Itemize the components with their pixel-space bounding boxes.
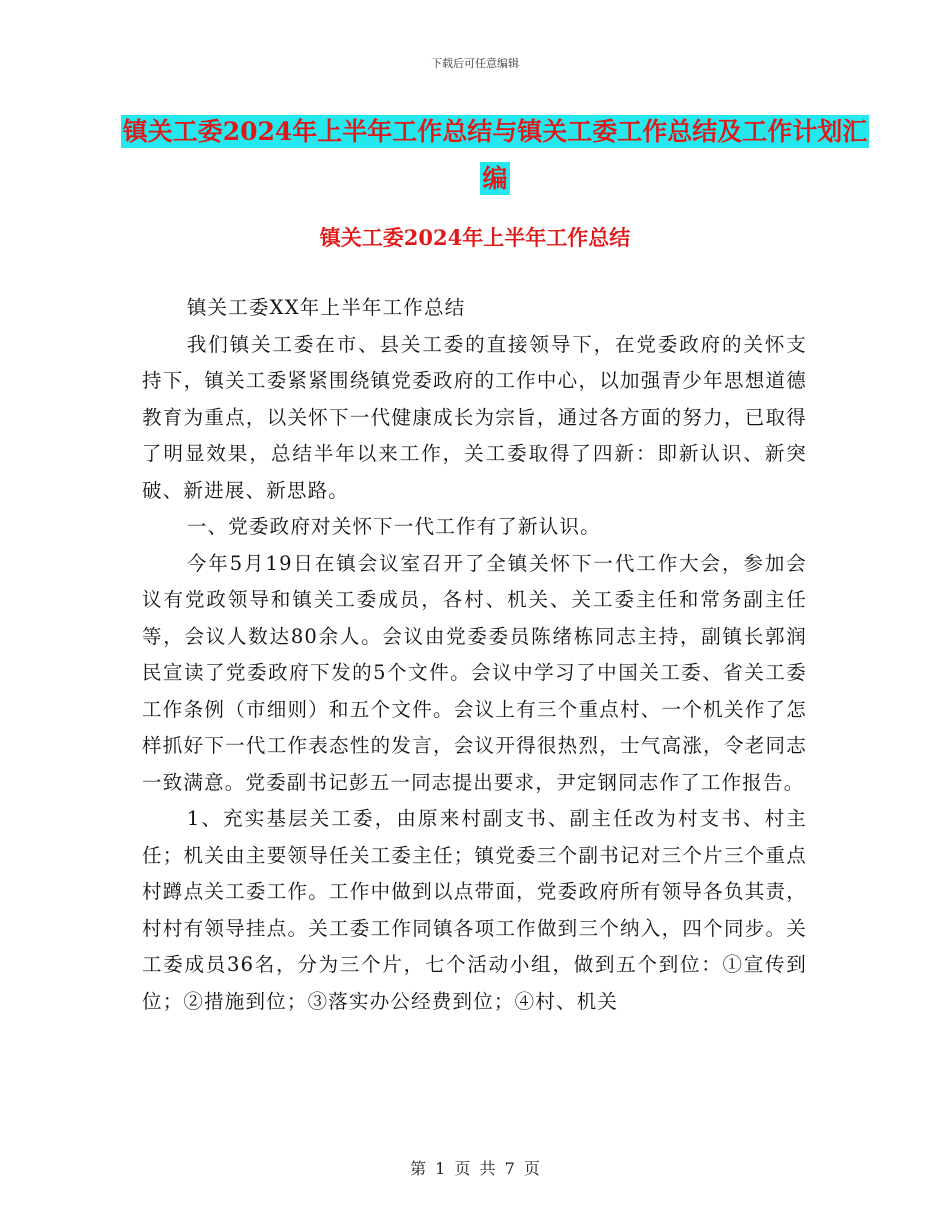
paragraph: 1、充实基层关工委，由原来村副支书、副主任改为村支书、村主任；机关由主要领导任关工委主任；镇党委三个副书记对三个片三个重点村蹲点关工委工作。工作中做到以点带面，党委政府所有领导各负其责，村村有领导挂点。关工委工作同镇各项工作做到三个纳入，四个同步。关工委成员36名，分为三个片，七个活动小组，做到五个到位：①宣传到位；②措施到位；③落实办公经费到位；④村、机关	[142, 807, 807, 1013]
body-text	[142, 290, 807, 1020]
section-title: 镇关工委2024年上半年工作总结	[319, 225, 631, 250]
header-note: 下载后可任意编辑	[431, 57, 519, 70]
page-footer: 第 1 页 共 7 页	[410, 1159, 540, 1178]
paragraph: 镇关工委XX年上半年工作总结	[186, 296, 466, 319]
paragraph: 一、党委政府对关怀下一代工作有了新认识。	[186, 515, 601, 538]
main-title-text: 镇关工委2024年上半年工作总结与镇关工委工作总结及工作计划汇编	[122, 117, 868, 193]
paragraph: 我们镇关工委在市、县关工委的直接领导下，在党委政府的关怀支持下，镇关工委紧紧围绕镇党委政府的工作中心，以加强青少年思想道德教育为重点，以关怀下一代健康成长为宗旨，通过各方面的努力，已取得了明显效果，总结半年以来工作，关工委取得了四新：即新认识、新突破、新进展、新思路。	[142, 332, 807, 502]
main-title	[120, 108, 870, 202]
paragraph: 今年5月19日在镇会议室召开了全镇关怀下一代工作大会，参加会议有党政领导和镇关工委成员，各村、机关、关工委主任和常务副主任等，会议人数达80余人。会议由党委委员陈绪栋同志主持，副镇长郭润民宣读了党委政府下发的5个文件。会议中学习了中国关工委、省关工委工作条例（市细则）和五个文件。会议上有三个重点村、一个机关作了怎样抓好下一代工作表态性的发言，会议开得很热烈，士气高涨，令老同志一致满意。党委副书记彭五一同志提出要求，尹定钢同志作了工作报告。	[142, 551, 807, 794]
